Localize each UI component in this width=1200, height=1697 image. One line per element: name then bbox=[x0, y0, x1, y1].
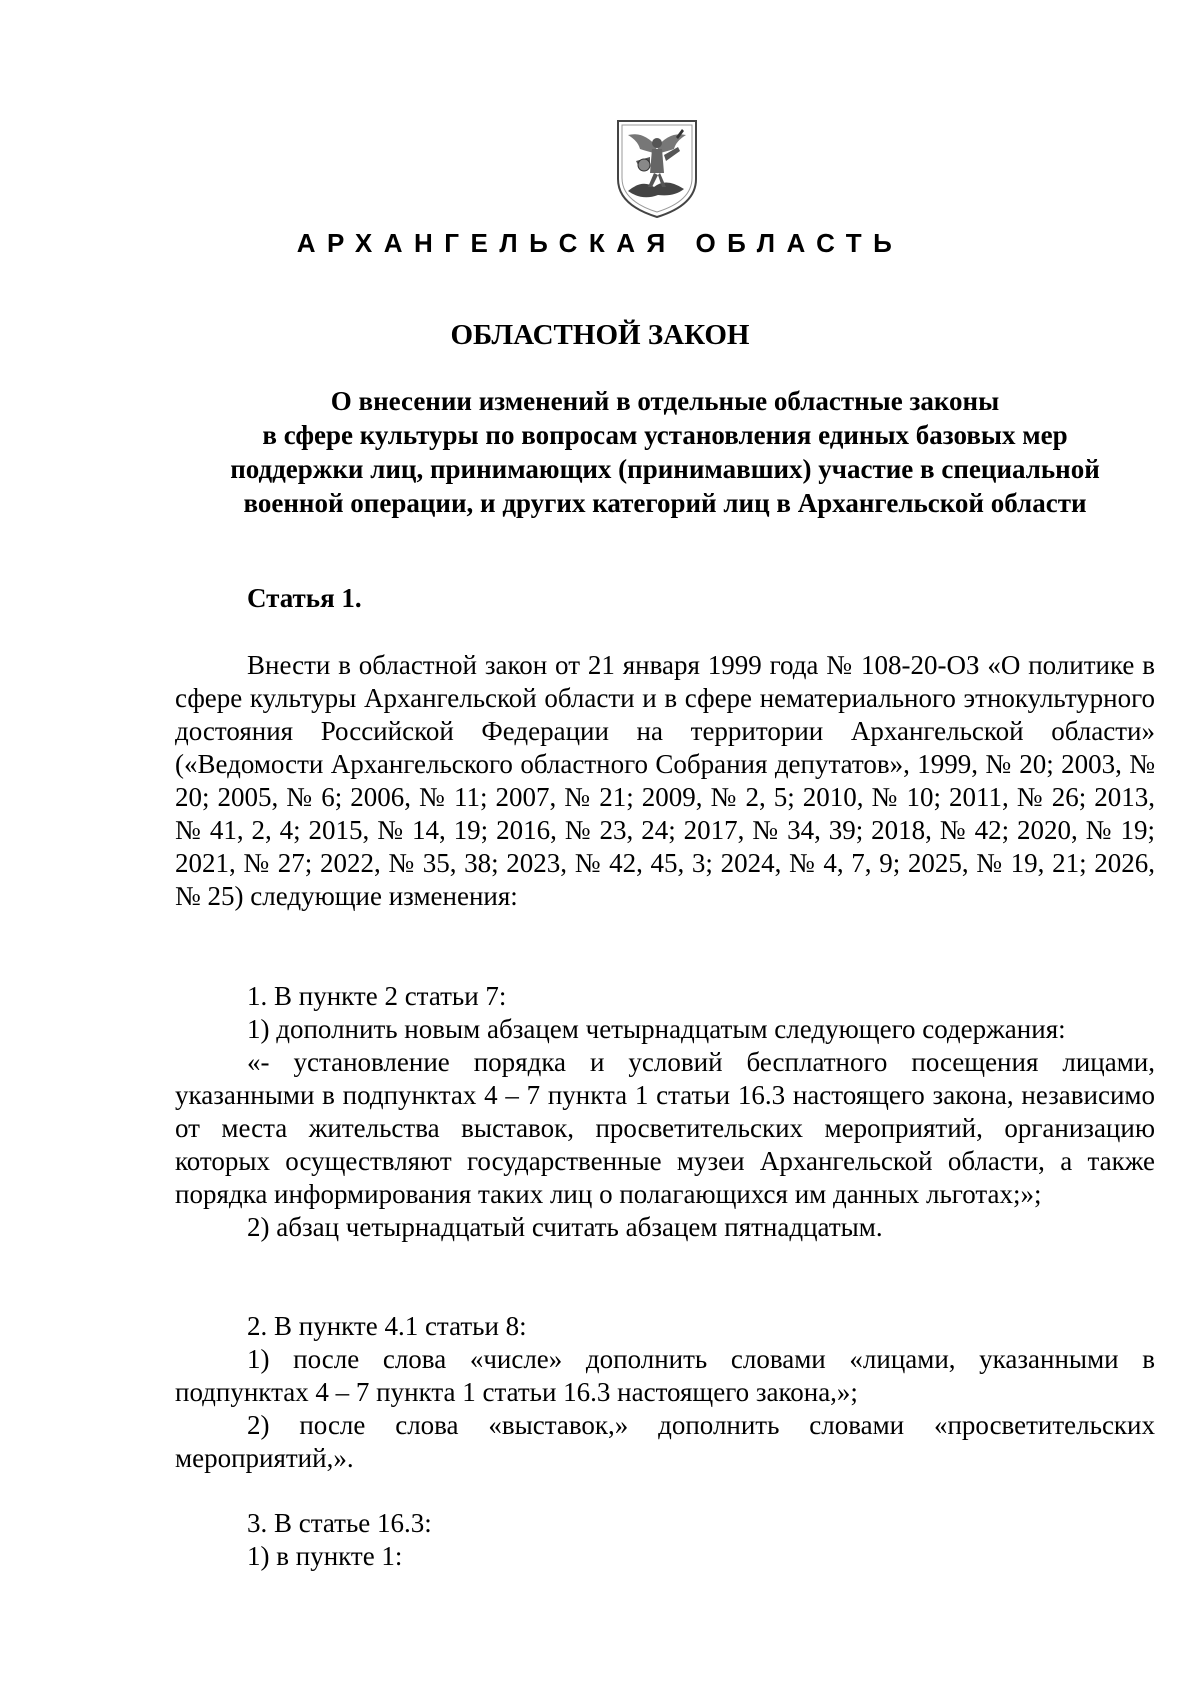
article-intro-block bbox=[175, 649, 1155, 913]
law-title-line: О внесении изменений в отдельные областные законы bbox=[330, 386, 1000, 416]
item-2-subitem-1: 1) после слова «числе» дополнить словами «лицами, указанными в подпунктах 4 – 7 пункта 1 статьи 16.3 настоящего закона,»; bbox=[175, 1344, 1155, 1407]
coat-of-arms-icon bbox=[614, 117, 700, 221]
law-title-line: поддержки лиц, принимающих (принимавших) участие в специальной bbox=[230, 454, 1100, 484]
item-1-block bbox=[175, 980, 1155, 1244]
law-type-heading: ОБЛАСТНОЙ ЗАКОН bbox=[450, 319, 750, 351]
article-intro-paragraph: Внести в областной закон от 21 января 1999 года № 108-20-ОЗ «О политике в сфере культуры Архангельской области и в сфере нематериального этнокультурного достояния Российской Федерации на территории Архангельской области» («Ведомости Архангельского областного Собрания депутатов», 1999, № 20; 2003, № 20; 2005, № 6; 2006, № 11; 2007, № 21; 2009, № 2, 5; 2010, № 10; 2011, № 26; 2013, № 41, 2, 4; 2015, № 14, 19; 2016, № 23, 24; 2017, № 34, 39; 2018, № 42; 2020, № 19; 2021, № 27; 2022, № 35, 38; 2023, № 42, 45, 3; 2024, № 4, 7, 9; 2025, № 19, 21; 2026, № 25) следующие изменения: bbox=[175, 650, 1155, 911]
law-title-line: в сфере культуры по вопросам установления единых базовых мер bbox=[262, 420, 1068, 450]
item-2-subitem-2: 2) после слова «выставок,» дополнить словами «просветительских мероприятий,». bbox=[175, 1410, 1155, 1473]
item-3-block bbox=[175, 1507, 1155, 1573]
item-1-heading: 1. В пункте 2 статьи 7: bbox=[247, 981, 507, 1011]
item-2-block bbox=[175, 1310, 1155, 1475]
item-2-heading: 2. В пункте 4.1 статьи 8: bbox=[247, 1311, 527, 1341]
region-title: АРХАНГЕЛЬСКАЯ ОБЛАСТЬ bbox=[296, 228, 904, 258]
item-1-subitem-1: 1) дополнить новым абзацем четырнадцатым следующего содержания: bbox=[247, 1014, 1066, 1044]
item-1-subitem-2: 2) абзац четырнадцатый считать абзацем пятнадцатым. bbox=[247, 1212, 883, 1242]
item-1-quoted-paragraph: «- установление порядка и условий бесплатного посещения лицами, указанными в подпунктах 4 – 7 пункта 1 статьи 16.3 настоящего закона, независимо от места жительства выставок, просветительских мероприятий, организацию которых осуществляют государственные музеи Архангельской области, а также порядка информирования таких лиц о полагающихся им данных льготах;»; bbox=[175, 1047, 1155, 1209]
item-3-subitem-1: 1) в пункте 1: bbox=[247, 1541, 403, 1571]
law-title bbox=[175, 384, 1155, 520]
article-heading: Статья 1. bbox=[247, 583, 362, 613]
law-title-line: военной операции, и других категорий лиц в Архангельской области bbox=[243, 488, 1087, 518]
item-3-heading: 3. В статье 16.3: bbox=[247, 1508, 432, 1538]
